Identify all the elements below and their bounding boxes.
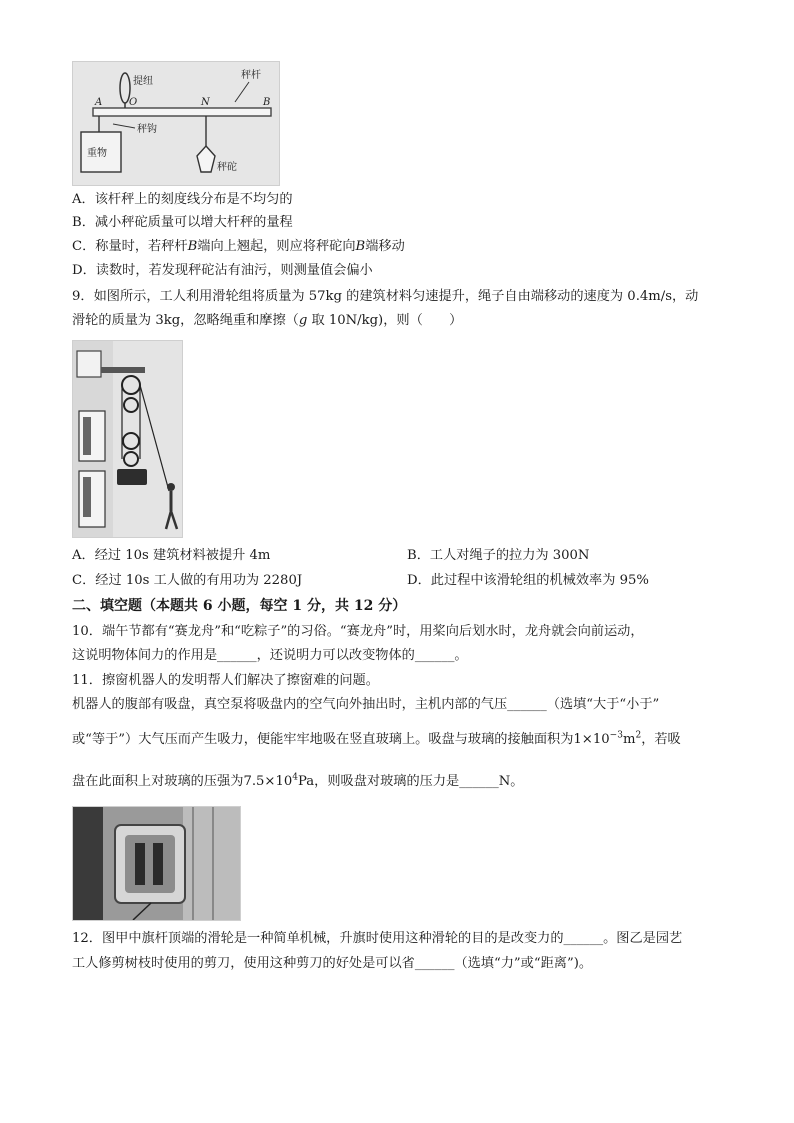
label-n: N bbox=[201, 97, 210, 108]
q8-option-c-post: 端移动 bbox=[365, 239, 405, 254]
label-a: A bbox=[95, 97, 103, 108]
q11-line-3 bbox=[72, 731, 681, 749]
q11-line-4-post: ，则吸盘对玻璃的压力是______N。 bbox=[314, 774, 524, 789]
q11-line-2: 机器人的腹部有吸盘，真空泵将吸盘内的空气向外抽出时，主机内部的气压______（选填“大于“小于” bbox=[72, 697, 660, 712]
q11-area-unit: m bbox=[622, 732, 636, 747]
steelyard-diagram bbox=[73, 62, 279, 185]
q11-area-value bbox=[573, 732, 641, 747]
q9-option-a: A．经过 10s 建筑材料被提升 4m bbox=[72, 548, 271, 563]
q12-line-2: 工人修剪树枝时使用的剪刀，使用这种剪刀的好处是可以省______（选填“力”或“距离”)。 bbox=[72, 956, 593, 971]
q8-option-b: B．减小秤砣质量可以增大杆秤的量程 bbox=[72, 215, 293, 230]
pulley-diagram bbox=[73, 341, 182, 537]
q9-line-2-post: 取 10N/kg)，则（ ） bbox=[307, 313, 463, 328]
label-tiniu: 提纽 bbox=[133, 76, 153, 87]
q11-line-3-pre: 或“等于”）大气压而产生吸力，便能牢牢地吸在竖直玻璃上。吸盘与玻璃的接触面积为 bbox=[72, 732, 574, 747]
q10-line-2: 这说明物体间力的作用是______，还说明力可以改变物体的______。 bbox=[72, 648, 468, 663]
q8-option-c bbox=[72, 238, 405, 256]
q8-option-d: D．读数时，若发现秤砣沾有油污，则测量值会偏小 bbox=[72, 263, 373, 278]
q9-line-2-pre: 滑轮的质量为 3kg，忽略绳重和摩擦（ bbox=[72, 313, 299, 328]
section-heading: 二、填空题（本题共 6 小题，每空 1 分，共 12 分） bbox=[72, 598, 407, 614]
q9-option-b: B．工人对绳子的拉力为 300N bbox=[407, 548, 590, 563]
q11-pressure-value bbox=[243, 774, 314, 789]
q9-option-c: C．经过 10s 工人做的有用功为 2280J bbox=[72, 573, 303, 588]
label-chenggou: 秤钩 bbox=[137, 124, 157, 135]
q11-line-4 bbox=[72, 773, 524, 791]
q8-option-c-var2: B bbox=[355, 239, 366, 254]
q11-line-1: 11．擦窗机器人的发明帮人们解决了擦窗难的问题。 bbox=[72, 673, 379, 688]
q11-line-4-pre: 盘在此面积上对玻璃的压强为 bbox=[72, 774, 244, 789]
label-zhongwu: 重物 bbox=[87, 148, 107, 159]
q8-option-a: A．该杆秤上的刻度线分布是不均匀的 bbox=[72, 192, 293, 207]
robot-photo bbox=[72, 806, 241, 921]
q11-area-exp: −3 bbox=[609, 730, 623, 741]
q11-pressure-base: 7.5×10 bbox=[243, 774, 293, 789]
label-o: O bbox=[129, 97, 138, 108]
q9-option-d: D．此过程中该滑轮组的机械效率为 95% bbox=[407, 573, 649, 588]
robot-image bbox=[73, 807, 240, 920]
label-b: B bbox=[263, 97, 271, 108]
q11-area-base: 1×10 bbox=[573, 732, 610, 747]
q9-line-2 bbox=[72, 312, 462, 330]
q11-pressure-unit: Pa bbox=[297, 774, 315, 789]
q9-line-1: 9．如图所示，工人利用滑轮组将质量为 57kg 的建筑材料匀速提升，绳子自由端移动的速度为 0.4m/s，动 bbox=[72, 289, 699, 304]
q9-line-2-var: g bbox=[298, 313, 308, 328]
label-chengtuo: 秤砣 bbox=[217, 162, 237, 173]
q11-pressure-exp: 4 bbox=[292, 772, 298, 783]
steelyard-figure bbox=[72, 61, 280, 186]
pulley-figure bbox=[72, 340, 183, 538]
q8-option-c-pre: C．称量时，若秤杆 bbox=[72, 239, 188, 254]
q12-line-1: 12．图甲中旗杆顶端的滑轮是一种简单机械，升旗时使用这种滑轮的目的是改变力的______。图乙是园艺 bbox=[72, 931, 683, 946]
q8-option-c-var1: B bbox=[187, 239, 198, 254]
q10-line-1: 10．端午节都有“赛龙舟”和“吃粽子”的习俗。“赛龙舟”时，用桨向后划水时，龙舟就会向前运动， bbox=[72, 624, 644, 639]
q11-area-unit-exp: 2 bbox=[635, 730, 642, 741]
q8-option-c-mid: 端向上翘起，则应将秤砣向 bbox=[197, 239, 356, 254]
label-chenggan: 秤杆 bbox=[241, 70, 261, 81]
q11-line-3-post: ，若吸 bbox=[641, 732, 681, 747]
